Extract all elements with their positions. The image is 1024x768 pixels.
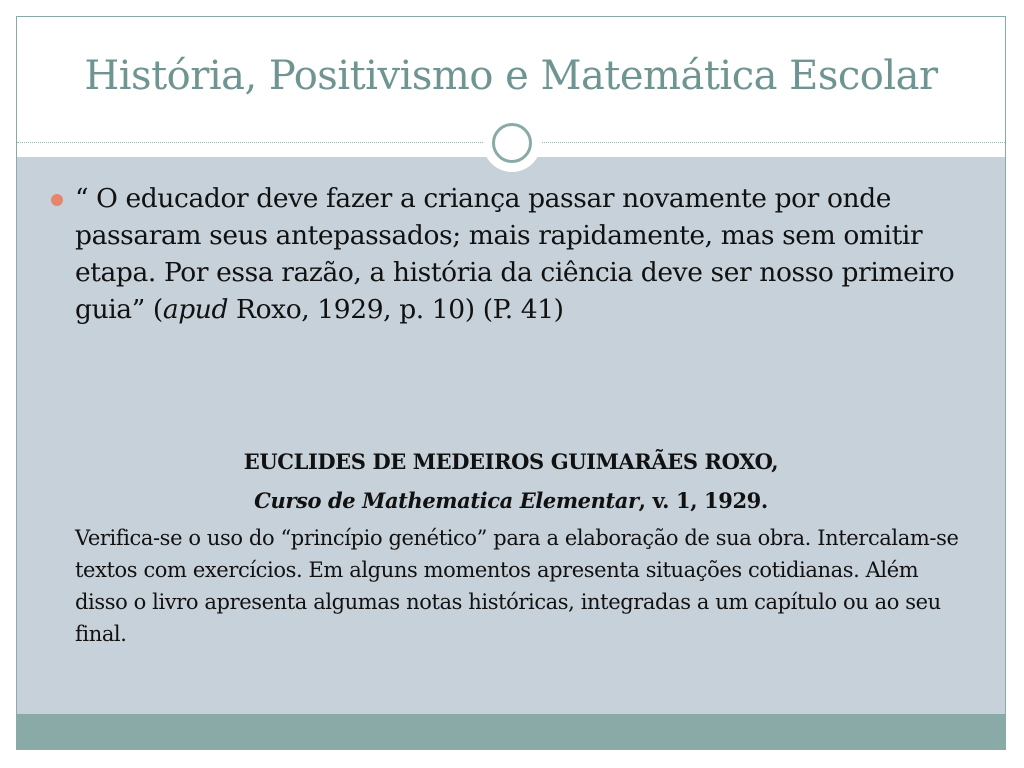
quote-text: [51, 180, 981, 328]
description-paragraph: Verifica-se o uso do “princípio genético” para a elaboração de sua obra. Intercalam-se textos com exercícios. Em alguns momentos apresenta situações cotidianas. Além disso o livro apresenta algumas notas históricas, integradas a um capítulo ou ao seu final.: [75, 526, 959, 646]
bottom-accent-bar: [17, 714, 1005, 749]
ornament-ring: [492, 123, 532, 163]
circle-ornament-icon: [483, 114, 541, 172]
book-title: Curso de Mathematica Elementar: [254, 488, 639, 513]
author-block: [17, 442, 1005, 520]
quote-apud: apud: [162, 294, 229, 325]
quote-text-start: “ O educador deve fazer a criança passar novamente por onde passaram seus antepassados; mais rapidamente, mas sem omitir etapa. Por essa razão, a história da ciência deve ser nosso primeiro guia” (: [75, 183, 955, 325]
book-details: , v. 1, 1929.: [638, 488, 768, 513]
slide-title: História, Positivismo e Matemática Escolar: [84, 53, 938, 99]
book-reference: [17, 481, 1005, 520]
quote-text-end: Roxo, 1929, p. 10) (P. 41): [228, 294, 564, 325]
quote-bullet-item: [51, 180, 981, 328]
slide: [16, 16, 1006, 750]
bullet-icon: [51, 194, 63, 206]
author-name: EUCLIDES DE MEDEIROS GUIMARÃES ROXO,: [243, 449, 779, 474]
